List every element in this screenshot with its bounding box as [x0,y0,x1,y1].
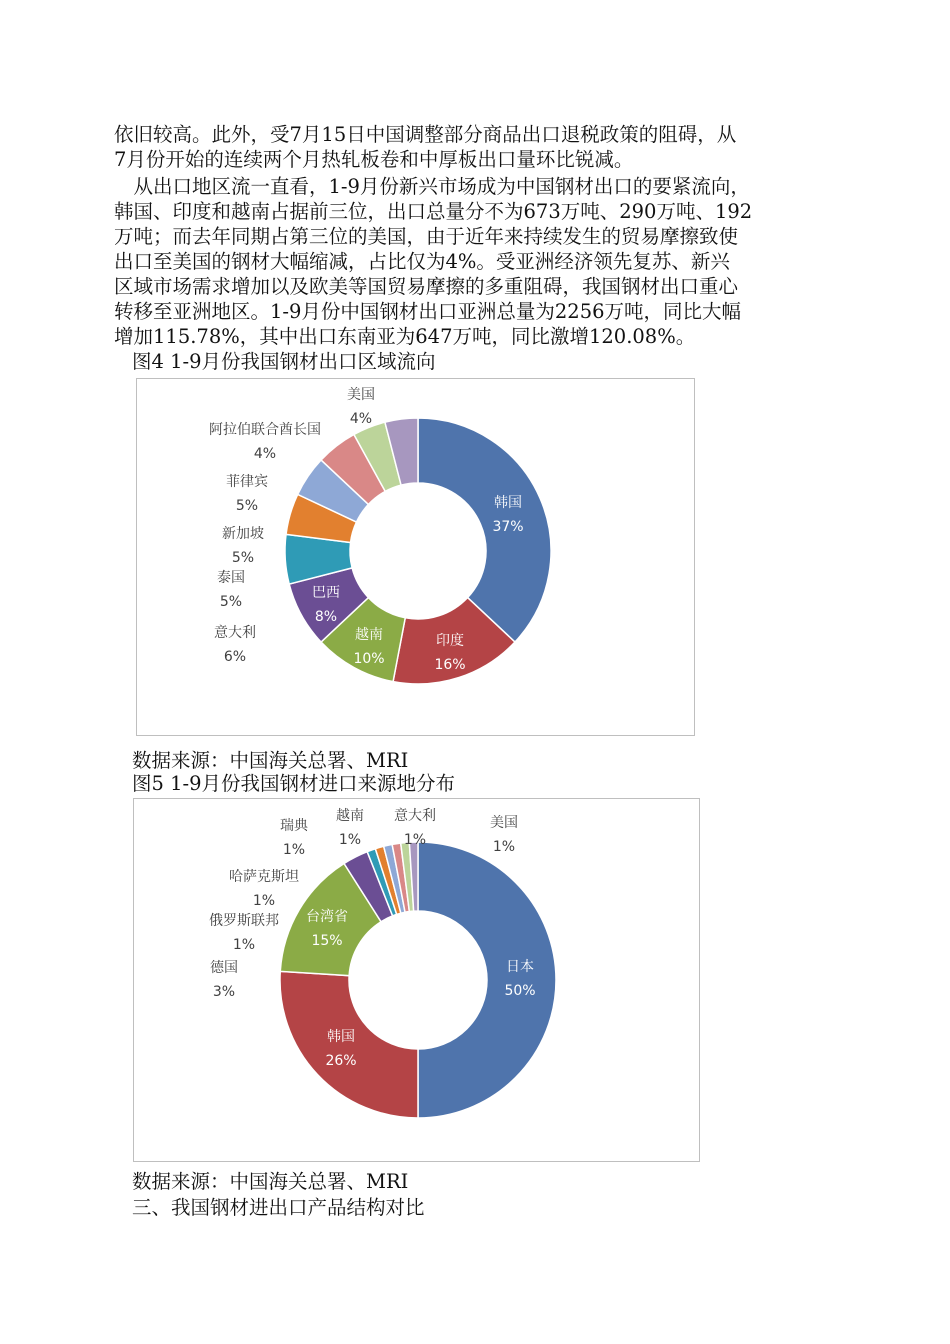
slice-value-label: 5% [231,550,255,566]
slice-value-label: 1% [338,832,362,848]
export-region-donut-chart [137,379,694,735]
slice-name-label: 新加坡 [222,526,264,542]
slice-name-label: 德国 [210,960,238,976]
slice-value-label: 1% [282,842,306,858]
donut-slice [418,418,551,642]
paragraph-line: 转移至亚洲地区。1-9月份中国钢材出口亚洲总量为2256万吨，同比大幅 [114,300,742,323]
slice-value-label: 50% [504,983,536,999]
paragraph-line: 出口至美国的钢材大幅缩减，占比仅为4%。受亚洲经济领先复苏、新兴 [114,250,730,273]
slice-value-label: 26% [325,1053,357,1069]
slice-name-label: 泰国 [217,570,245,586]
slice-value-label: 15% [311,933,343,949]
slice-value-label: 37% [492,519,524,535]
slice-value-label: 10% [353,651,385,667]
slice-name-label: 菲律宾 [226,474,268,490]
paragraph-line: 万吨；而去年同期占第三位的美国，由于近年来持续发生的贸易摩擦致使 [114,225,739,248]
figure-5-source: 数据来源：中国海关总署、MRI [132,1170,409,1193]
slice-value-label: 4% [349,411,373,427]
slice-name-label: 瑞典 [280,818,308,834]
slice-name-label: 越南 [336,808,364,824]
slice-value-label: 1% [492,839,516,855]
figure-4-caption: 图4 1-9月份我国钢材出口区域流向 [132,350,436,373]
slice-name-label: 阿拉伯联合酋长国 [209,422,321,438]
slice-value-label: 1% [252,893,276,909]
import-source-donut-chart [134,799,699,1161]
section-heading: 三、我国钢材进出口产品结构对比 [132,1196,425,1219]
slice-name-label: 印度 [436,633,464,649]
slice-name-label: 日本 [506,959,534,975]
slice-name-label: 台湾省 [306,909,348,925]
slice-name-label: 韩国 [494,495,522,511]
figure-5-caption: 图5 1-9月份我国钢材进口来源地分布 [132,772,456,795]
slice-value-label: 6% [223,649,247,665]
slice-name-label: 巴西 [312,585,340,601]
paragraph-line: 区域市场需求增加以及欧美等国贸易摩擦的多重阻碍，我国钢材出口重心 [114,275,739,298]
paragraph-line: 从出口地区流一直看，1-9月份新兴市场成为中国钢材出口的要紧流向， [114,175,750,198]
slice-value-label: 1% [403,832,427,848]
paragraph-line: 依旧较高。此外，受7月15日中国调整部分商品出口退税政策的阻碍，从 [114,123,737,146]
slice-value-label: 16% [434,657,466,673]
slice-name-label: 美国 [490,815,518,831]
slice-name-label: 韩国 [327,1029,355,1045]
slice-name-label: 俄罗斯联邦 [209,913,279,929]
figure-4-chart [136,378,695,736]
slice-value-label: 1% [232,937,256,953]
slice-value-label: 8% [314,609,338,625]
figure-4-source: 数据来源：中国海关总署、MRI [132,749,409,772]
slice-value-label: 5% [219,594,243,610]
slice-value-label: 5% [235,498,259,514]
slice-name-label: 哈萨克斯坦 [229,869,299,885]
slice-value-label: 3% [212,984,236,1000]
figure-5-chart [133,798,700,1162]
slice-name-label: 越南 [355,627,383,643]
slice-name-label: 意大利 [394,808,436,824]
paragraph-2 [114,174,836,349]
slice-name-label: 意大利 [214,625,256,641]
paragraph-line: 韩国、印度和越南占据前三位，出口总量分不为673万吨、290万吨、192 [114,200,753,223]
paragraph-1 [114,122,836,172]
paragraph-line: 增加115.78%，其中出口东南亚为647万吨，同比激增120.08%。 [114,325,696,348]
slice-value-label: 4% [253,446,277,462]
paragraph-line: 7月份开始的连续两个月热轧板卷和中厚板出口量环比锐减。 [114,148,634,171]
slice-name-label: 美国 [347,387,375,403]
donut-slice [418,842,556,1118]
